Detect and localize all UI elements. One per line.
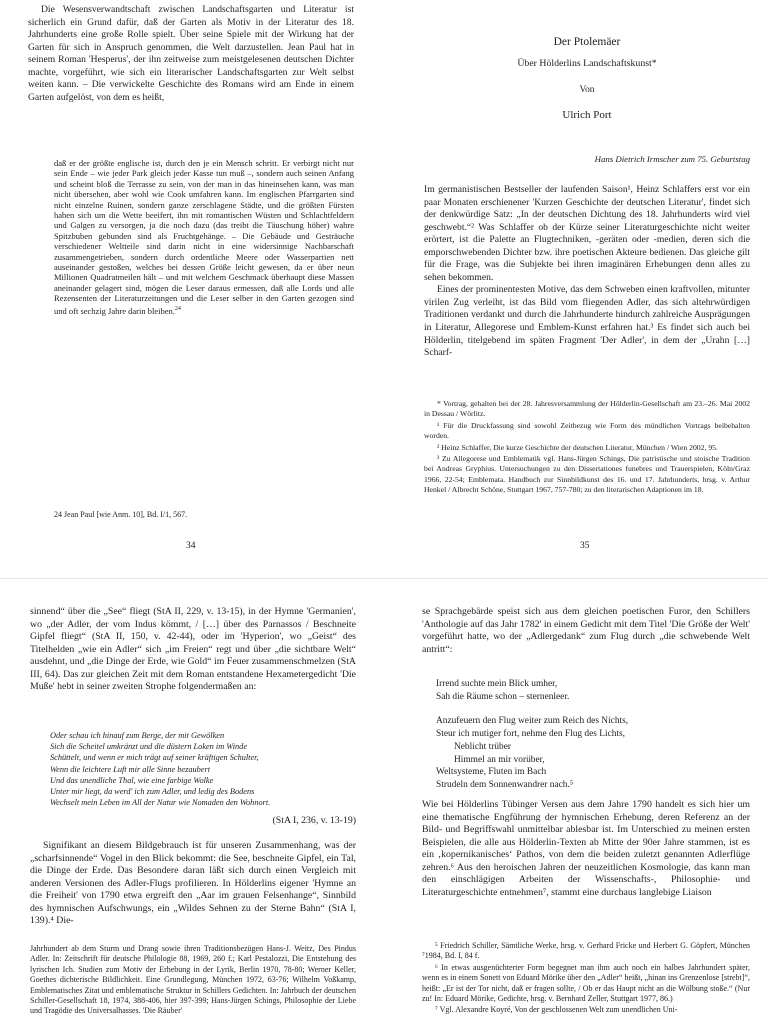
intro-paragraph: Die Wesensverwandtschaft zwischen Landschaftsgarten und Literatur ist sicherlich ein Grund dafür, daß der Garten als Motiv in der Literatur des 18. Jahrhunderts eine große Rolle spielt. Über seine Spiele mit der Wirkung hat der Garten für sich in Anspruch genommen, die Welt darzustellen. Jean Paul hat in seinem Roman 'Hesperus', der ihn zeitweise zum meistgelesenen deutschen Dichter machte, vorgeführt, wie sich ein literarischer Landschaftsgarten zur Welt selbst weiten kann. – Die verwickelte Geschichte des Romans wird am Ende in einem Garten aufgelöst, von dem es heißt, bbox=[28, 4, 354, 103]
poem-line: Sich die Scheitel umkränzt und die düstern Loken im Winde bbox=[50, 742, 248, 752]
poem-line: Schüttelt, und wenn er mich trägt auf seiner kräftigen Schulter, bbox=[50, 753, 259, 763]
footnote-continuation: Jahrhundert ab dem Sturm und Drang sowie ihren Traditionsbezügen Hans-J. Weitz, Des Pindus Adler. In: Zeitschrift für deutsche Philologie 88, 1969, 260 f.; Karl Pestalozzi, Die Entstehung des lyrischen Ich. Studien zum Motiv der Erhebung in der Lyrik, Berlin 1970, 78-80; Werner Keller, Goethes dichterische Bildlichkeit. Eine Grundlegung, München 1972, 63-76; Wilhelm Voßkamp, Emblematisches Zitat und emblematische Struktur in Schillers Gedichten. In: Jahrbuch der deutschen Schiller-Gesellschaft 18, 1974, 388-406, hier 397-399; Hans-Jürgen Schings, Philosophie der Liebe und Tragödie des Universalhasses. 'Die Räuber' bbox=[30, 944, 356, 1016]
body-text bbox=[424, 184, 750, 360]
verse-line: Strudeln dem Sonnenwandrer nach.⁵ bbox=[436, 779, 574, 790]
quote-footnote-marker: 24 bbox=[174, 305, 181, 312]
block-quote bbox=[54, 158, 354, 316]
verse-line: Himmel an mir vorüber, bbox=[454, 754, 545, 765]
page-number: 34 bbox=[186, 541, 196, 551]
verse-line: Steur ich mutiger fort, nehme den Flug des Lichts, bbox=[436, 729, 626, 740]
poem-line: Oder schau ich hinauf zum Berge, der mit Gewölken bbox=[50, 731, 225, 740]
paragraph-2: Signifikant an diesem Bildgebrauch ist für unseren Zusammenhang, was der „scharfsinnende“ Vogel in den Blick bekommt: die See, beschneite Gipfel, ein Tal, die Dinge der Erde. Das Besondere daran läßt sich durch einen Vergleich mit anderen Versionen des Adler-Flugs profilieren. In Hölderlins eigener 'Hymne an die Freiheit' von 1790 etwa ergreift den „Aar im grauen Felsenhange“, Sinnbild des hymnischen Aufschwungs, ein „Wildes Sehnen zu der Sterne Bahn“ (StA I, 139).⁴ Die- bbox=[30, 840, 356, 927]
quote-text: daß er der größte englische ist, durch den je ein Mensch schritt. Er verbirgt nicht nur sein Ende – wie jeder Park gleich jeder Kasse tun muß –, sondern auch seinen Anfang und scheint bloß die Terrasse zu sein, von der man in das hineinsehen kann, was man nicht übersehen, aber wohl wie Cook umfahren kann. Im englischen Pfarrgarten sind nicht einzelne Ruinen, sondern ganze zerschlagene Städte, und die größten Fürsten haben sich um die Wette beeifert, ihn mit romantischen Wüsten und Schlachtfeldern und Galgen zu versorgen, ja die noch dazu (das treibt die Täuschung höher) wahre Spitzbuben gebunden sind als Fruchtgehänge. – Die Gebäude und Gesträuche verschiedener Weltteile sind darin nicht in eine widersinnige Nachbarschaft zusammengetrieben, sondern durch ordentliche Meere oder Wasserpartien nett auseinander gestoßen, welches bei dessen Größe leicht gewesen, da er über neun Millionen Quadratmeilen hält – und mit welchem Geschmack überhaupt diese Massen aneinander gelagert sind, mögen die Leser daraus ermessen, daß alle Lords und alle Rezensenten der Literaturzeitungen und die Leser selber in den Garten gezogen sind und oft sechzig Jahre darin bleiben. bbox=[54, 158, 354, 316]
verse-line: Anzufeuern den Flug weiter zum Reich des Nichts, bbox=[436, 716, 629, 727]
poem-citation: (StA I, 236, v. 13-19) bbox=[272, 815, 356, 826]
footnotes bbox=[424, 399, 750, 497]
footnote-star: * Vortrag, gehalten bei der 28. Jahresversammlung der Hölderlin-Gesellschaft am 23.–26. Mai 2002 in Dessau / Wörlitz. bbox=[424, 399, 750, 419]
footnote-1: ¹ Für die Druckfassung sind sowohl Zeitbezug wie Form des mündlichen Vortrags beibehalten worden. bbox=[424, 420, 750, 441]
verse-line: Weltsysteme, Fluten im Bach bbox=[436, 767, 547, 778]
page-34 bbox=[28, 0, 358, 560]
poem-line: Und das unendliche Thal, wie eine farbige Wolke bbox=[50, 775, 214, 785]
paragraph-1: Im germanistischen Bestseller der laufenden Saison¹, Heinz Schlaffers erst vor ein paar Monaten erschienener 'Kurzen Geschichte der deutschen Literatur', findet sich der denkwürdige Satz: „In der deutschen Dichtung des 18. Jahrhunderts wird viel geschwebt.“² Was Schlaffer ob der Kürze seiner Literaturgeschichte nicht weiter erörtert, ist die Palette an Flugtechniken, -geräten oder -medien, deren sich die emporschwebenden Dichter bzw. ihre poetischen Akteure bedienen. Das gleiche gilt für die Frage, was die Subjekte bei ihren imaginären Erhebungen denn alles zu sehen bekommen. bbox=[424, 184, 750, 283]
poem-line: Unter mir liegt, da werd' ich zum Adler, und ledig des Bodens bbox=[50, 787, 255, 797]
dedication: Hans Dietrich Irmscher zum 75. Geburtstag bbox=[594, 154, 750, 164]
verse-line: Irrend suchte mein Blick umher, bbox=[436, 679, 558, 689]
page-number: 35 bbox=[580, 541, 590, 551]
author-name: Ulrich Port bbox=[562, 109, 612, 121]
verse-line: Sah die Räume schon – sternenleer. bbox=[436, 691, 570, 702]
paragraph-1: sinnend“ über die „See“ fliegt (StA II, 229, v. 13-15), in der Hymne 'Germanien', wo „der Adler, der vom Indus kömmt, / […] über des Parnassos / Beschneite Gipfel fliegt“ (StA II, 150, v. 42-44), oder im 'Hyperion', wo „Geist“ des Titelhelden „wie ein Adler“ sich „im Freien“ regt und über „die sichtbare Welt“ ausdehnt, und „die Dinge der Erde, wie Gold“ im Feuer zusammenschmelzen (StA III, 64). Das zur gleichen Zeit mit dem Roman entstandene Hexametergedicht 'Die Muße' hebt in seiner zweiten Strophe folgendermaßen an: bbox=[30, 606, 356, 693]
poem-line: Wenn die leichtere Luft mir alle Sinne bezaubert bbox=[50, 764, 210, 774]
paragraph-1: se Sprachgebärde speist sich aus dem gleichen poetischen Furor, den Schillers 'Anthologie auf das Jahr 1782' in einem Gedicht mit dem Titel 'Die Größe der Welt' vorgeführt hatte, wo der „Adlergedank“ zum Flug durch „die schwebende Welt antritt“: bbox=[422, 606, 750, 655]
article-title: Über Hölderlins Landschaftskunst* bbox=[517, 58, 657, 69]
footnote-24: 24 Jean Paul [wie Anm. 10], Bd. I/1, 567. bbox=[54, 510, 188, 519]
poem-quote bbox=[50, 730, 356, 808]
footnotes bbox=[422, 941, 750, 1017]
footnote-2: ² Heinz Schlaffer, Die kurze Geschichte der deutschen Literatur, München / Wien 2002, 95. bbox=[437, 442, 718, 452]
byline-von: Von bbox=[579, 85, 595, 95]
page-37 bbox=[422, 606, 750, 1024]
schiller-verse bbox=[436, 678, 736, 792]
poem-line: Wechselt mein Leben im All der Natur wie Nomaden den Wohnort. bbox=[50, 798, 271, 808]
footnote-6: ⁶ In etwas ausgenüchterter Form begegnet man ihm auch noch ein halbes Jahrhundert später, wenn es in einem Sonett von Eduard Mörike über den „Adler“ heißt, „hinan ins Grenzenlose [strebt]“, heißt: „Er ist der Tor nicht, daß er fragen sollte, / Ob er das Haupt nicht an die Wölbung stoße.“ (Nur zu! In: Eduard Mörike, Gedichte, hrsg. v. Bernhard Zeller, Stuttgart 1977, 86.) bbox=[422, 962, 750, 1004]
page-35 bbox=[424, 0, 750, 560]
paragraph-2: Wie bei Hölderlins Tübinger Versen aus dem Jahre 1790 handelt es sich hier um eine thematische Engführung der hymnischen Erhebung, deren Referenz an der Bild- und Begriffswahl unmittelbar ablesbar ist. Im Unterschied zu meinen ersten Beispielen, die alle aus Hölderlin-Texten ab Mitte der 90er Jahre stammen, ist es ein ‚kopernikanisches‘ Pathos, von dem die beiden zuletzt genannten Adlerflüge zehren.⁶ Aus den heroischen Jahren der neuzeitlichen Kosmologie, das kann man den einschlägigen Arbeiten der Wissenschafts-, Philosophie- und Literaturgeschichte entnehmen⁷, stammt eine durchaus langlebige Liaison bbox=[422, 799, 750, 898]
footnote-7: ⁷ Vgl. Alexandre Koyré, Von der geschlossenen Welt zum unendlichen Uni- bbox=[435, 1005, 678, 1015]
page-spread-divider bbox=[0, 578, 768, 579]
paragraph-2: Eines der prominentesten Motive, das dem Schweben einen kraftvollen, mitunter virilen Zug verleiht, ist das Bild vom fliegenden Adler, das sich altehrwürdigen Traditionen verdankt und durch die Jahrhunderte hindurch zahlreiche Ausprägungen in Literatur, Allegorese und Emblem-Kunst erfahren hat.³ Es findet sich auch bei Hölderlin, titelgebend im späten Fragment 'Der Adler', in dem der „Urahn […] Scharf- bbox=[424, 284, 750, 359]
running-title: Der Ptolemäer bbox=[553, 36, 621, 48]
footnote-5: ⁵ Friedrich Schiller, Sämtliche Werke, hrsg. v. Gerhard Fricke und Herbert G. Göpfert, München ⁷1984, Bd. I, 84 f. bbox=[422, 941, 750, 961]
page-36 bbox=[30, 606, 356, 1024]
footnote-3: ³ Zu Allegorese und Emblematik vgl. Hans-Jürgen Schings, Die patristische und stoische Tradition bei Andreas Gryphius. Untersuchungen zu den Dissertationes funebres und Trauerspielen, Köln/Graz 1966, 22-54; Emblemata. Handbuch zur Sinnbildkunst des 16. und 17. Jahrhunderts, hrsg. v. Arthur Henkel / Albrecht Schöne, Stuttgart 1967, 757-780; zu den literarischen Adaptionen im 18. bbox=[424, 454, 750, 495]
verse-line: Neblicht trüber bbox=[454, 741, 512, 752]
